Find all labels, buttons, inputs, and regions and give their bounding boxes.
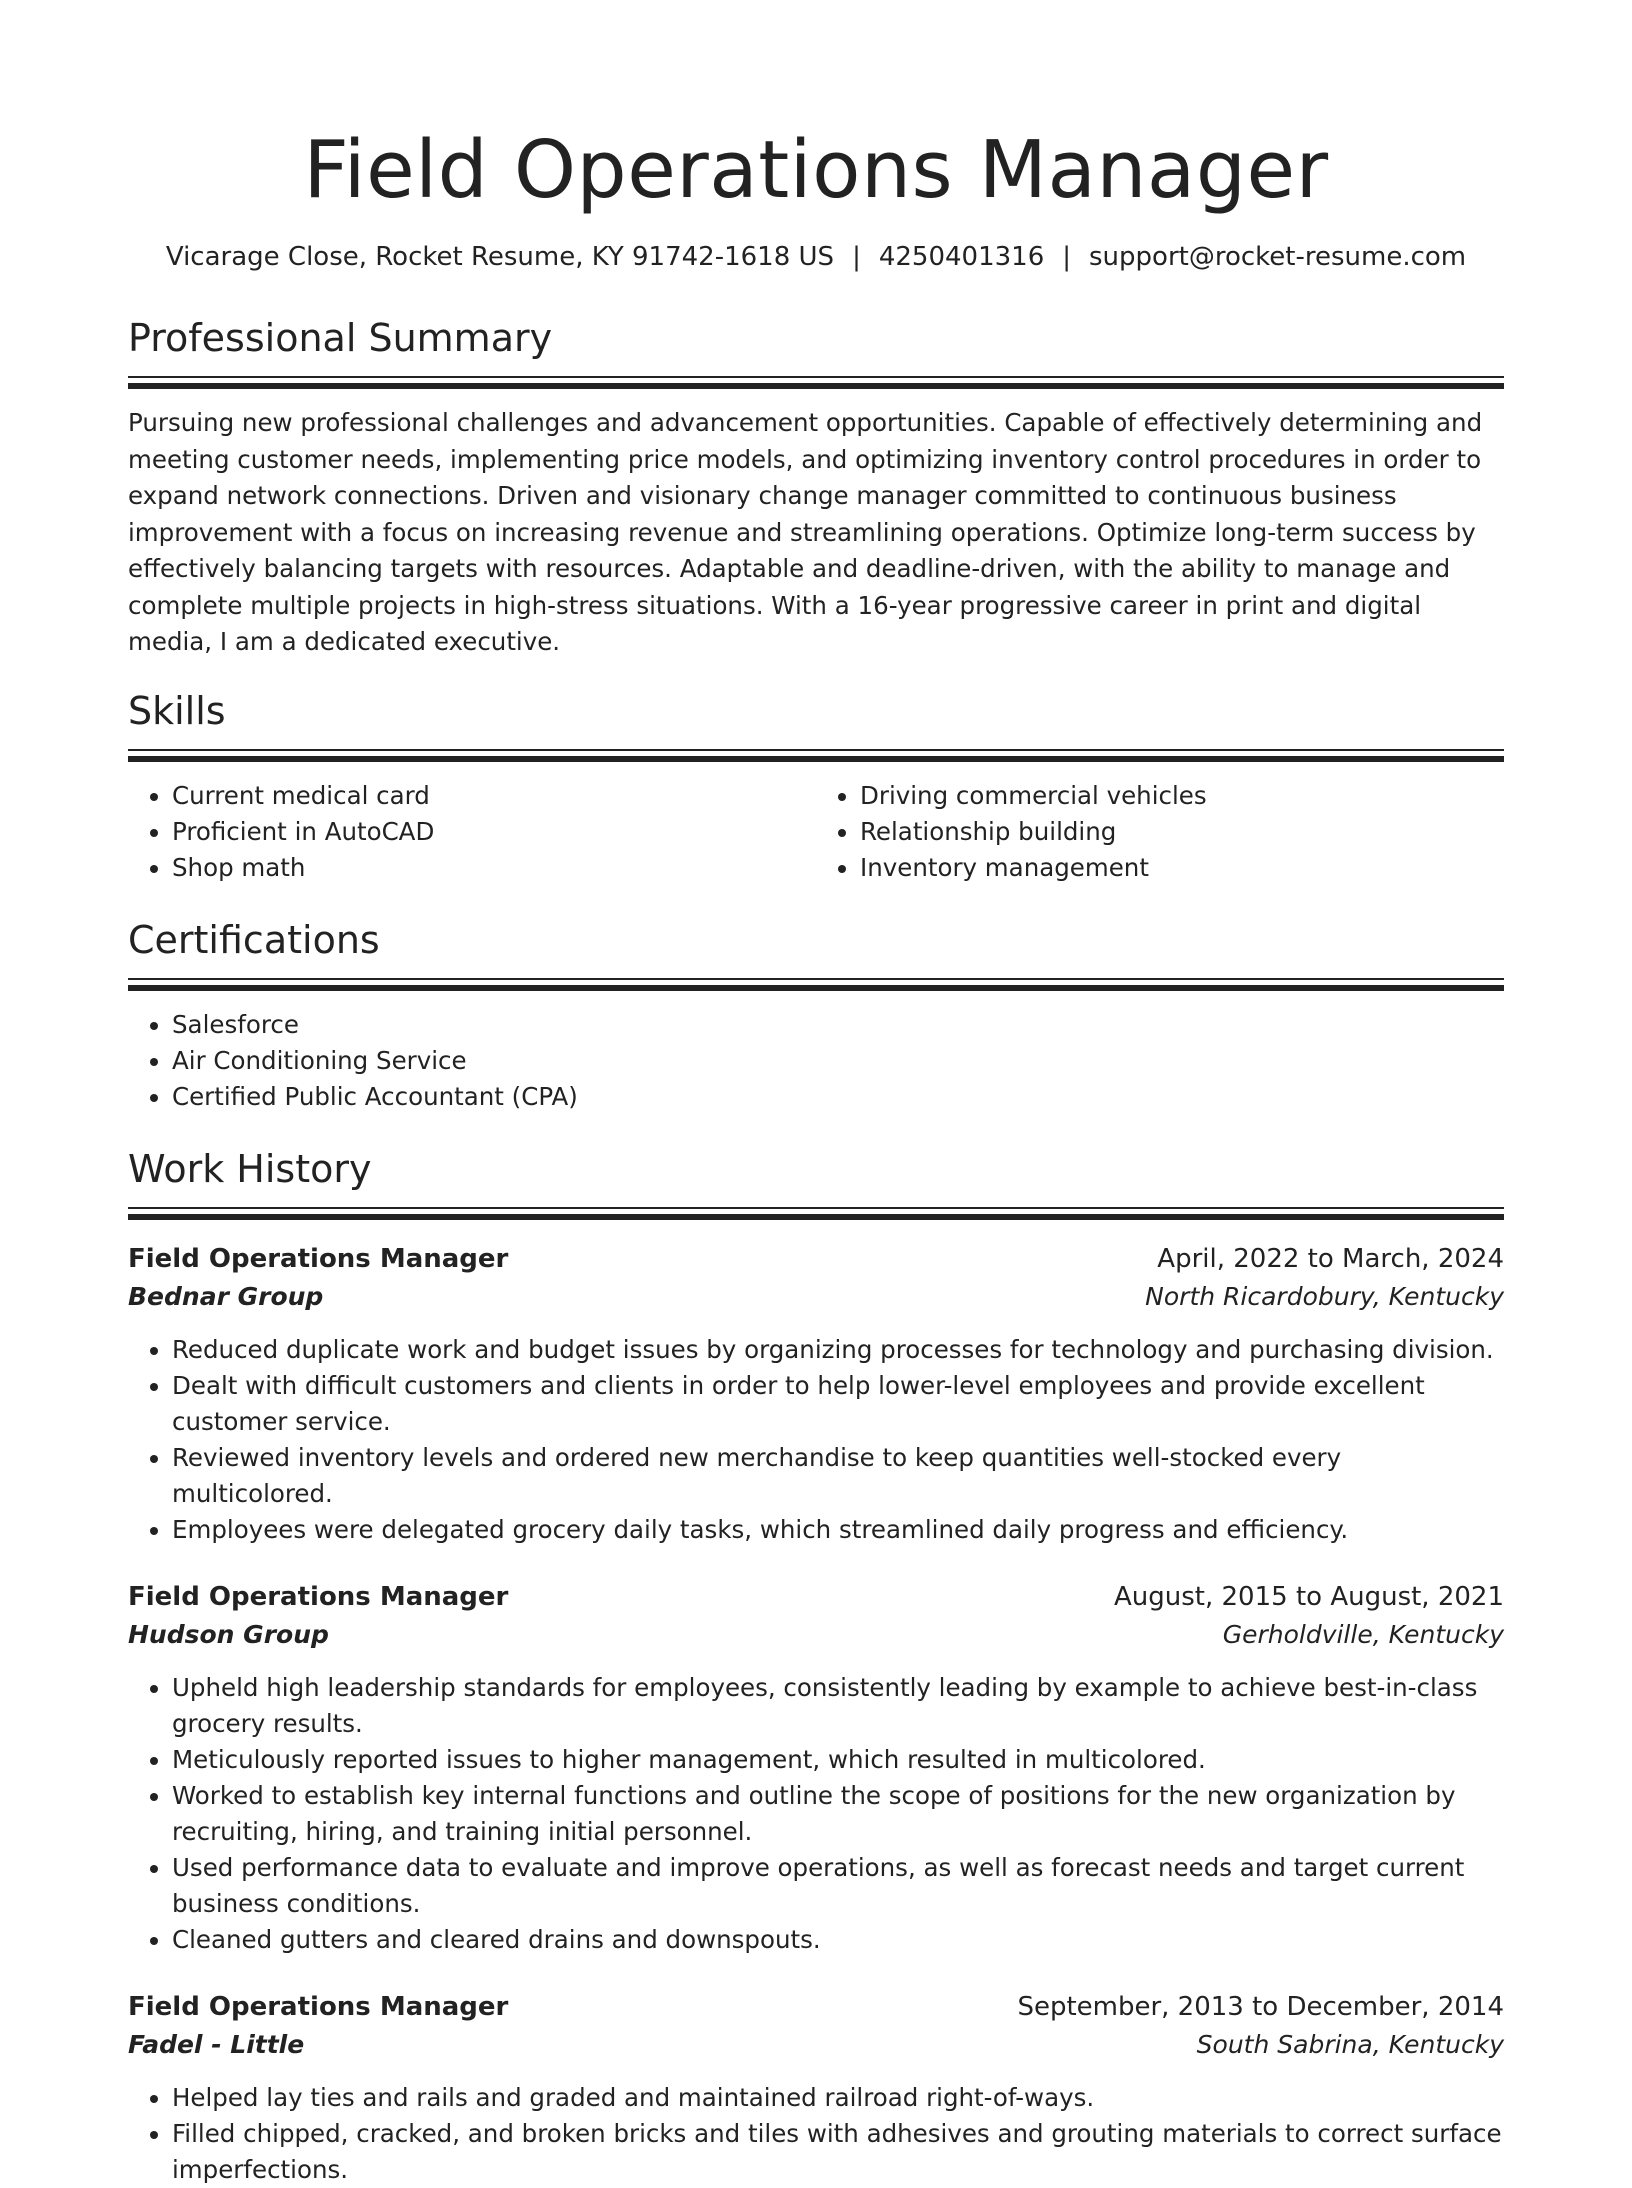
skill-item: • Shop math	[172, 850, 816, 886]
job-location: South Sabrina, Kentucky	[1196, 2029, 1504, 2059]
job-bullet: • Reviewed inventory levels and ordered new merchandise to keep quantities well-stocked every multicolored.	[172, 1440, 1504, 1512]
job-title: Field Operations Manager	[128, 1243, 509, 1274]
job-location: Gerholdville, Kentucky	[1222, 1619, 1504, 1649]
certification-item: • Salesforce	[172, 1007, 1504, 1043]
job-company-row	[128, 2026, 1504, 2064]
skill-item: • Current medical card	[172, 778, 816, 814]
job-dates: August, 2015 to August, 2021	[1114, 1581, 1504, 1612]
job-bullet: • Helped lay ties and rails and graded and maintained railroad right-of-ways.	[172, 2080, 1504, 2116]
job-location: North Ricardobury, Kentucky	[1145, 1281, 1504, 1311]
section-divider	[128, 978, 1504, 991]
work-history-section	[128, 1145, 1504, 2188]
job-bullets	[128, 1670, 1504, 1958]
job-company: Bednar Group	[128, 1281, 324, 1311]
section-divider	[128, 376, 1504, 389]
job-dates: September, 2013 to December, 2014	[1017, 1991, 1504, 2022]
job-header-row	[128, 1578, 1504, 1616]
certifications-list	[128, 1007, 1504, 1115]
contact-phone: 4250401316	[878, 242, 1045, 272]
skill-item: • Driving commercial vehicles	[860, 778, 1504, 814]
job-entry	[128, 1578, 1504, 1958]
certification-item: • Certified Public Accountant (CPA)	[172, 1079, 1504, 1115]
job-bullet: • Reduced duplicate work and budget issues by organizing processes for technology and purchasing division.	[172, 1332, 1504, 1368]
job-title: Field Operations Manager	[128, 1581, 509, 1612]
job-title: Field Operations Manager	[128, 1991, 509, 2022]
job-company: Hudson Group	[128, 1619, 329, 1649]
contact-separator: |	[852, 242, 861, 272]
job-bullets	[128, 1332, 1504, 1548]
job-dates: April, 2022 to March, 2024	[1157, 1243, 1504, 1274]
summary-text: Pursuing new professional challenges and advancement opportunities. Capable of effectively determining and meeting customer needs, implementing price models, and optimizing inventory control procedures in order to expand network connections. Driven and visionary change manager committed to continuous business improvement with a focus on increasing revenue and streamlining operations. Optimize long-term success by effectively balancing targets with resources. Adaptable and deadline-driven, with the ability to manage and complete multiple projects in high-stress situations. With a 16-year progressive career in print and digital media, I am a dedicated executive.	[128, 408, 1483, 656]
job-bullet: • Worked to establish key internal functions and outline the scope of positions for the new organization by recruiting, hiring, and training initial personnel.	[172, 1778, 1504, 1850]
skill-item: • Inventory management	[860, 850, 1504, 886]
job-bullet: • Employees were delegated grocery daily tasks, which streamlined daily progress and efficiency.	[172, 1512, 1504, 1548]
job-company-row	[128, 1616, 1504, 1654]
section-divider	[128, 749, 1504, 762]
job-bullet: • Used performance data to evaluate and improve operations, as well as forecast needs and target current business conditions.	[172, 1850, 1504, 1922]
skill-item: • Relationship building	[860, 814, 1504, 850]
section-title-skills: Skills	[128, 688, 226, 733]
job-header-row	[128, 1240, 1504, 1278]
section-divider	[128, 1207, 1504, 1220]
job-entry	[128, 1240, 1504, 1548]
job-bullet: • Filled chipped, cracked, and broken bricks and tiles with adhesives and grouting materials to correct surface imperfections.	[172, 2116, 1504, 2188]
job-bullets	[128, 2080, 1504, 2188]
contact-email: support@rocket-resume.com	[1089, 242, 1467, 272]
skills-section	[128, 687, 1504, 886]
contact-address: Vicarage Close, Rocket Resume, KY 91742-1618 US	[165, 242, 835, 272]
skills-list-left	[128, 778, 816, 886]
contact-separator: |	[1062, 242, 1072, 272]
skills-list-right	[816, 778, 1504, 886]
section-title-summary: Professional Summary	[128, 316, 553, 360]
section-title-certifications: Certifications	[128, 917, 380, 962]
resume-name: Field Operations Manager	[303, 124, 1329, 216]
certification-item: • Air Conditioning Service	[172, 1043, 1504, 1079]
skill-item: • Proficient in AutoCAD	[172, 814, 816, 850]
skills-grid	[128, 762, 1504, 886]
job-bullet: • Cleaned gutters and cleared drains and downspouts.	[172, 1922, 1504, 1958]
contact-line	[128, 240, 1504, 274]
section-title-work-history: Work History	[128, 1146, 372, 1191]
job-bullet: • Dealt with difficult customers and clients in order to help lower-level employees and provide excellent customer service.	[172, 1368, 1504, 1440]
job-header-row	[128, 1988, 1504, 2026]
summary-section	[128, 314, 1504, 661]
job-company-row	[128, 1278, 1504, 1316]
certifications-section	[128, 916, 1504, 1115]
job-bullet: • Meticulously reported issues to higher management, which resulted in multicolored.	[172, 1742, 1504, 1778]
job-entry	[128, 1988, 1504, 2188]
job-company: Fadel - Little	[128, 2029, 305, 2059]
job-bullet: • Upheld high leadership standards for employees, consistently leading by example to achieve best-in-class grocery results.	[172, 1670, 1504, 1742]
